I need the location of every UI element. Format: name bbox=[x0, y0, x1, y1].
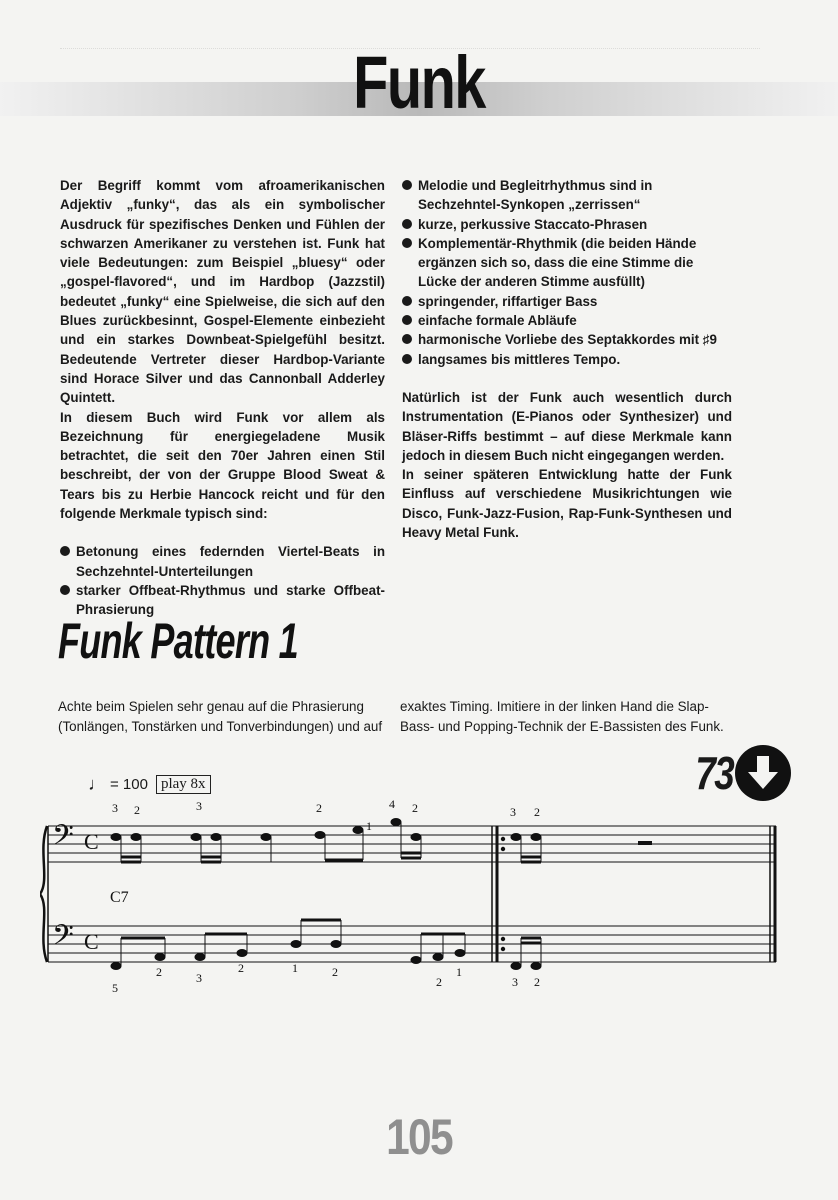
fingering-number: 2 bbox=[156, 965, 162, 979]
fingering-number: 3 bbox=[196, 971, 202, 985]
fingering-number: 2 bbox=[534, 975, 540, 989]
track-number: 73 bbox=[695, 747, 734, 799]
fingering-number: 2 bbox=[534, 805, 540, 819]
fingering-number: 3 bbox=[510, 805, 516, 819]
list-item bbox=[402, 215, 732, 234]
list-item-text: einfache formale Abläufe bbox=[418, 313, 577, 329]
page-title: Funk bbox=[353, 41, 485, 124]
pattern-intro-left: Achte beim Spielen sehr genau auf die Phrasierung (Tonlängen, Tonstärken und Tonverbindungen) und auf bbox=[58, 699, 383, 734]
list-item bbox=[402, 176, 732, 215]
list-item-text: Melodie und Begleitrhythmus sind in Sechzehntel-Synkopen „zerrissen“ bbox=[418, 178, 653, 213]
page-number: 105 bbox=[386, 1109, 452, 1165]
repeat-dots bbox=[501, 837, 505, 951]
fingering-number: 3 bbox=[196, 800, 202, 813]
list-item bbox=[402, 350, 732, 369]
fingering-number: 3 bbox=[512, 975, 518, 989]
list-item bbox=[402, 311, 732, 330]
bullet-dot-icon bbox=[402, 238, 412, 248]
list-item-text: Betonung eines federnden Viertel-Beats in Sechzehntel-Unterteilungen bbox=[76, 544, 385, 579]
left-column bbox=[60, 176, 385, 620]
fingering-number: 1 bbox=[292, 961, 298, 975]
list-item-text: kurze, perkussive Staccato-Phrasen bbox=[418, 216, 648, 232]
time-signature: C bbox=[84, 829, 99, 854]
bass-clef-icon: 𝄢 bbox=[52, 919, 74, 959]
influence-paragraph: In seiner späteren Entwicklung hatte der Funk Einfluss auf verschiedene Musikrichtungen wie Disco, Funk-Jazz-Fusion, Rap-Funk-Synthesen und Heavy Metal Funk. bbox=[402, 467, 732, 541]
time-signature: C bbox=[84, 929, 99, 954]
list-item bbox=[402, 292, 732, 311]
fingering-number: 2 bbox=[436, 975, 442, 989]
fingering-number: 5 bbox=[112, 981, 118, 995]
pattern-heading: Funk Pattern 1 bbox=[58, 613, 298, 669]
music-score bbox=[40, 800, 800, 1020]
bullet-dot-icon bbox=[60, 585, 70, 595]
list-item bbox=[402, 234, 732, 292]
audio-track-marker[interactable] bbox=[686, 745, 791, 801]
grand-staff-brace bbox=[40, 826, 47, 962]
tempo-marking bbox=[88, 774, 211, 795]
list-item bbox=[402, 330, 732, 349]
download-arrow-icon[interactable] bbox=[735, 745, 791, 801]
list-item-text: springender, riffartiger Bass bbox=[418, 293, 598, 309]
bass-clef-icon: 𝄢 bbox=[52, 819, 74, 859]
fingering-number: 1 bbox=[366, 819, 372, 833]
scope-paragraph: In diesem Buch wird Funk vor allem als Bezeichnung für energiegeladene Musik betrachtet, die seit den 70er Jahren einen Stil beschreibt, der von der Gruppe Blood Sweat & Tears bis zu Herbie Hancock reicht und für den folgende Merkmale typisch sind: bbox=[60, 409, 385, 522]
lower-fingerings bbox=[112, 961, 540, 995]
tempo-label: = 100 bbox=[110, 776, 148, 793]
fingering-number: 2 bbox=[332, 965, 338, 979]
quarter-note-icon: ♩ bbox=[88, 774, 106, 794]
fingering-number: 3 bbox=[112, 801, 118, 815]
fingering-number: 4 bbox=[389, 800, 395, 811]
fingering-number: 1 bbox=[456, 965, 462, 979]
spacer bbox=[402, 369, 732, 388]
bullet-dot-icon bbox=[402, 219, 412, 229]
list-item-text: Komplementär-Rhythmik (die beiden Hände ergänzen sich so, dass die eine Stimme die Lücke der anderen Stimme ausfüllt) bbox=[418, 235, 697, 290]
chord-symbol: C7 bbox=[110, 889, 129, 906]
bullet-dot-icon bbox=[402, 296, 412, 306]
fingering-number: 2 bbox=[316, 801, 322, 815]
bullet-dot-icon bbox=[402, 354, 412, 364]
fingering-number: 2 bbox=[412, 801, 418, 815]
bullet-dot-icon bbox=[402, 315, 412, 325]
fingering-number: 2 bbox=[238, 961, 244, 975]
bullet-dot-icon bbox=[402, 180, 412, 190]
upper-fingerings bbox=[112, 800, 540, 833]
right-column bbox=[402, 176, 732, 542]
bullet-dot-icon bbox=[60, 546, 70, 556]
instrumentation-paragraph: Natürlich ist der Funk auch wesentlich durch Instrumentation (E-Pianos oder Synthesizer) und Bläser-Riffs bestimmt – auf diese Merkmale kann jedoch in diesem Buch nicht eingegangen werden. bbox=[402, 389, 732, 463]
upper-notes bbox=[111, 819, 652, 863]
list-item-text: langsames bis mittleres Tempo. bbox=[418, 351, 621, 367]
spacer bbox=[60, 523, 385, 542]
list-item-text: starker Offbeat-Rhythmus und starke Offbeat-Phrasierung bbox=[76, 582, 385, 618]
fingering-number: 2 bbox=[134, 803, 140, 817]
list-item bbox=[60, 542, 385, 581]
list-item-text: harmonische Vorliebe des Septakkordes mit ♯9 bbox=[418, 332, 717, 348]
intro-paragraph: Der Begriff kommt vom afroamerikanischen Adjektiv „funky“, das als ein symbolischer Ausdruck für spezifisches Denken und Fühlen der schwarzen Amerikaner zu verstehen ist. Funk hat viele Bedeutungen: zum Beispiel „bluesy“ oder „gospel-flavored“, und im Hardbop (Jazzstil) bedeutet „funky“ eine Spielweise, die sich auf den Blues zurückbesinnt, Gospel-Elemente einbezieht und ein starkes Downbeat-Spielgefühl besitzt. Bedeutende Vertreter dieser Hardbop-Variante sind Horace Silver und das Cannonball Adderley Quintett. bbox=[60, 178, 385, 406]
pattern-intro-right: exaktes Timing. Imitiere in der linken Hand die Slap-Bass- und Popping-Technik der E-Bassisten des Funk. bbox=[400, 699, 724, 734]
play-instruction-box: play 8x bbox=[156, 775, 211, 794]
bullet-dot-icon bbox=[402, 334, 412, 344]
